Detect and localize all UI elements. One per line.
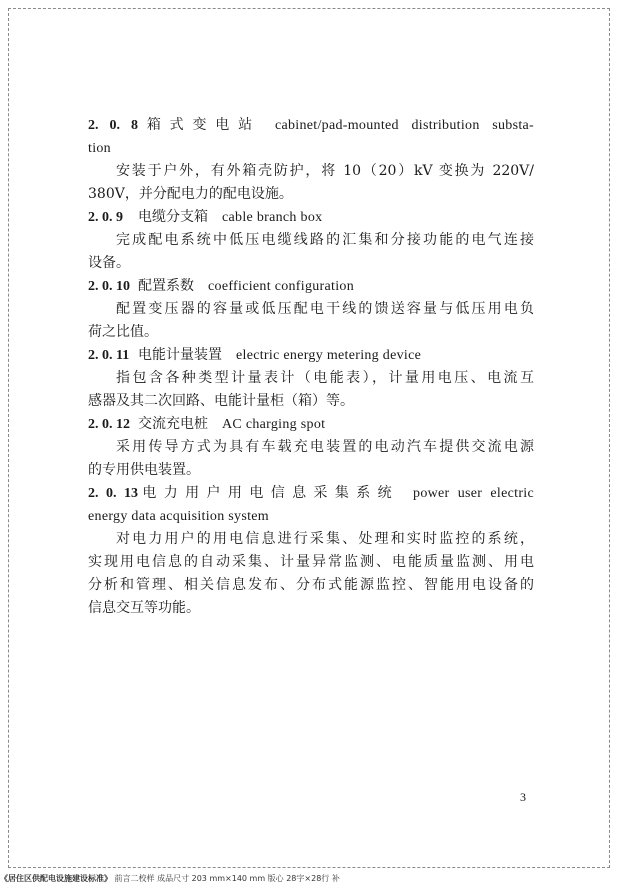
- term-heading: [88, 114, 534, 137]
- term-number: 2. 0. 8: [88, 118, 138, 133]
- term-heading: [88, 275, 534, 298]
- document-body: [88, 114, 534, 620]
- definition-line: 配置变压器的容量或低压配电干线的馈送容量与低压用电负: [116, 301, 534, 317]
- term-chinese: 箱式变电站: [138, 117, 261, 133]
- term-number: 2. 0. 11: [88, 348, 130, 363]
- term-heading: [88, 344, 534, 367]
- term-number: 2. 0. 12: [88, 417, 130, 432]
- term-number: 2. 0. 9: [88, 210, 123, 225]
- term-english: energy data acquisition system: [88, 509, 269, 524]
- term-english: power user electric: [413, 486, 534, 501]
- definition-line: 采用传导方式为具有车载充电装置的电动汽车提供交流电源: [116, 439, 534, 455]
- term-english: cable branch box: [222, 210, 323, 225]
- definition-line: 荷之比值。: [88, 324, 158, 340]
- definition-line: 的专用供电装置。: [88, 462, 200, 478]
- definition-line: 分析和管理、相关信息发布、分布式能源监控、智能用电设备的: [88, 577, 534, 593]
- term-english: cabinet/pad-mounted distribution substa-: [274, 118, 534, 133]
- definition-line: 指包含各种类型计量表计（电能表），计量用电压、电流互: [116, 370, 534, 386]
- term-chinese: 电能计量装置: [138, 347, 222, 363]
- definition-line: 感器及其二次回路、电能计量柜（箱）等。: [88, 393, 354, 409]
- page-number: 3: [520, 790, 526, 804]
- term-english: tion: [88, 141, 111, 156]
- definition-line: 实现用电信息的自动采集、计量异常监测、电能质量监测、用电: [88, 554, 534, 570]
- term-heading: [88, 206, 534, 229]
- term-number: 2. 0. 13: [88, 486, 138, 501]
- term-english-continued: [88, 137, 534, 160]
- print-footer: [0, 873, 620, 885]
- term-english: electric energy metering device: [236, 348, 422, 363]
- term-english: coefficient configuration: [208, 279, 355, 294]
- term-chinese: 交流充电桩: [138, 416, 208, 432]
- term-heading: [88, 413, 534, 436]
- definition-line: 完成配电系统中低压电缆线路的汇集和分接功能的电气连接: [116, 232, 534, 248]
- definition-line: 380V，并分配电力的配电设施。: [88, 186, 293, 202]
- definition-line: 对电力用户的用电信息进行采集、处理和实时监控的系统，: [116, 531, 534, 547]
- footer-info: 前言二校样 成品尺寸 203 mm×140 mm 版心 28字×28行 补: [114, 874, 340, 883]
- term-chinese: 电力用户用电信息采集系统: [138, 485, 400, 501]
- term-heading: [88, 482, 534, 505]
- definition-line: 设备。: [88, 255, 130, 271]
- footer-title: 《居住区供配电设施建设标准》: [0, 874, 112, 883]
- definition-line: 信息交互等功能。: [88, 600, 200, 616]
- term-chinese: 电缆分支箱: [138, 209, 208, 225]
- term-english-continued: [88, 505, 534, 528]
- term-chinese: 配置系数: [138, 278, 194, 294]
- definition-line: 安装于户外，有外箱壳防护，将 10（20）kV 变换为 220V/: [116, 163, 534, 179]
- term-english: AC charging spot: [222, 417, 326, 432]
- term-number: 2. 0. 10: [88, 279, 130, 294]
